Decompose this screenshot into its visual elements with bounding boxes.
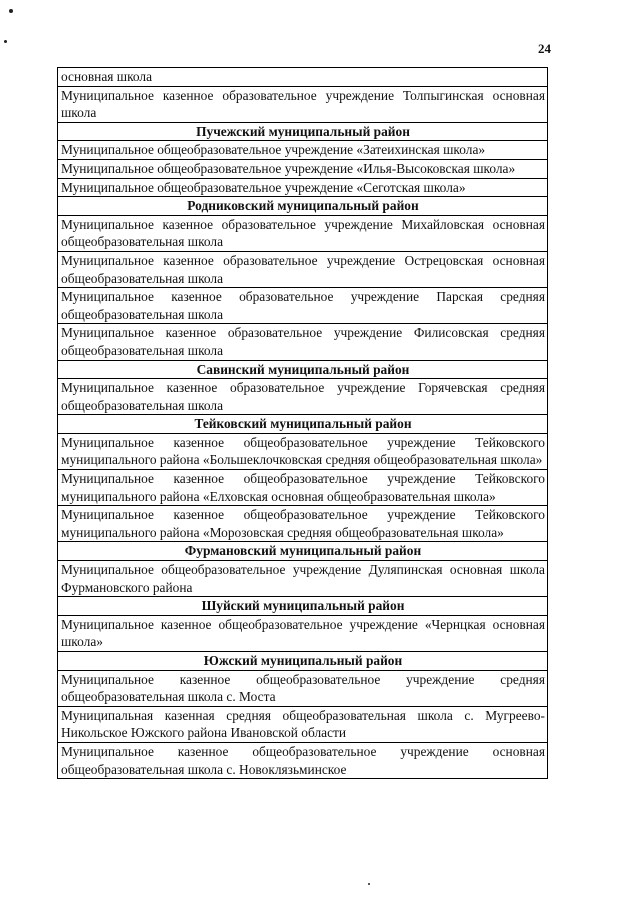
page-number: 24	[538, 41, 551, 56]
school-cell: Муниципальное казенное образовательное учреждение Толпыгинская основная школа	[58, 86, 548, 122]
table-row	[58, 706, 548, 742]
district-heading: Тейковский муниципальный район	[58, 415, 548, 434]
school-cell: Муниципальное казенное общеобразовательное учреждение Тейковского муниципального района «Морозовская средняя общеобразовательная школа»	[58, 506, 548, 542]
table-row	[58, 615, 548, 651]
district-heading: Савинский муниципальный район	[58, 360, 548, 379]
district-row	[58, 542, 548, 561]
school-cell: основная школа	[58, 68, 548, 87]
table-row	[58, 433, 548, 469]
table-row	[58, 670, 548, 706]
table-row	[58, 251, 548, 287]
table-row	[58, 506, 548, 542]
school-cell: Муниципальное казенное образовательное учреждение Парская средняя общеобразовательная школа	[58, 288, 548, 324]
table-row	[58, 742, 548, 778]
school-cell: Муниципальное казенное общеобразовательное учреждение Тейковского муниципального района «Большеклочковская средняя общеобразовательная школа»	[58, 433, 548, 469]
table-row	[58, 324, 548, 360]
school-cell: Муниципальное казенное образовательное учреждение Острецовская основная общеобразовательная школа	[58, 251, 548, 287]
table-row	[58, 86, 548, 122]
district-row	[58, 415, 548, 434]
district-row	[58, 122, 548, 141]
table-row	[58, 561, 548, 597]
table-row	[58, 470, 548, 506]
district-heading: Пучежский муниципальный район	[58, 122, 548, 141]
table-row	[58, 68, 548, 87]
district-row	[58, 597, 548, 616]
scan-artifact-dot	[9, 9, 13, 13]
school-cell: Муниципальное казенное образовательное учреждение Филисовская средняя общеобразовательная школа	[58, 324, 548, 360]
schools-table	[57, 67, 548, 779]
table-row	[58, 379, 548, 415]
school-cell: Муниципальное казенное общеобразовательное учреждение средняя общеобразовательная школа с. Моста	[58, 670, 548, 706]
district-row	[58, 360, 548, 379]
school-cell: Муниципальное общеобразовательное учреждение «Сеготская школа»	[58, 178, 548, 197]
table-row	[58, 288, 548, 324]
district-row	[58, 197, 548, 216]
school-cell: Муниципальное казенное образовательное учреждение Михайловская основная общеобразовательная школа	[58, 215, 548, 251]
scan-artifact-dot	[4, 40, 7, 43]
district-heading: Южский муниципальный район	[58, 652, 548, 671]
school-cell: Муниципальное казенное общеобразовательное учреждение «Чернцкая основная школа»	[58, 615, 548, 651]
school-cell: Муниципальное общеобразовательное учреждение Дуляпинская основная школа Фурмановского района	[58, 561, 548, 597]
school-cell: Муниципальное казенное общеобразовательное учреждение Тейковского муниципального района «Елховская основная общеобразовательная школа»	[58, 470, 548, 506]
school-cell: Муниципальное казенное общеобразовательное учреждение основная общеобразовательная школа с. Новоклязьминское	[58, 742, 548, 778]
district-row	[58, 652, 548, 671]
school-cell: Муниципальное общеобразовательное учреждение «Илья-Высоковская школа»	[58, 159, 548, 178]
district-heading: Родниковский муниципальный район	[58, 197, 548, 216]
table-row	[58, 159, 548, 178]
district-heading: Шуйский муниципальный район	[58, 597, 548, 616]
district-heading: Фурмановский муниципальный район	[58, 542, 548, 561]
scan-artifact-dot	[368, 883, 370, 885]
school-cell: Муниципальное общеобразовательное учреждение «Затеихинская школа»	[58, 141, 548, 160]
school-cell: Муниципальная казенная средняя общеобразовательная школа с. Мугреево-Никольское Южского района Ивановской области	[58, 706, 548, 742]
school-cell: Муниципальное казенное образовательное учреждение Горячевская средняя общеобразовательная школа	[58, 379, 548, 415]
table-row	[58, 215, 548, 251]
table-row	[58, 141, 548, 160]
table-row	[58, 178, 548, 197]
